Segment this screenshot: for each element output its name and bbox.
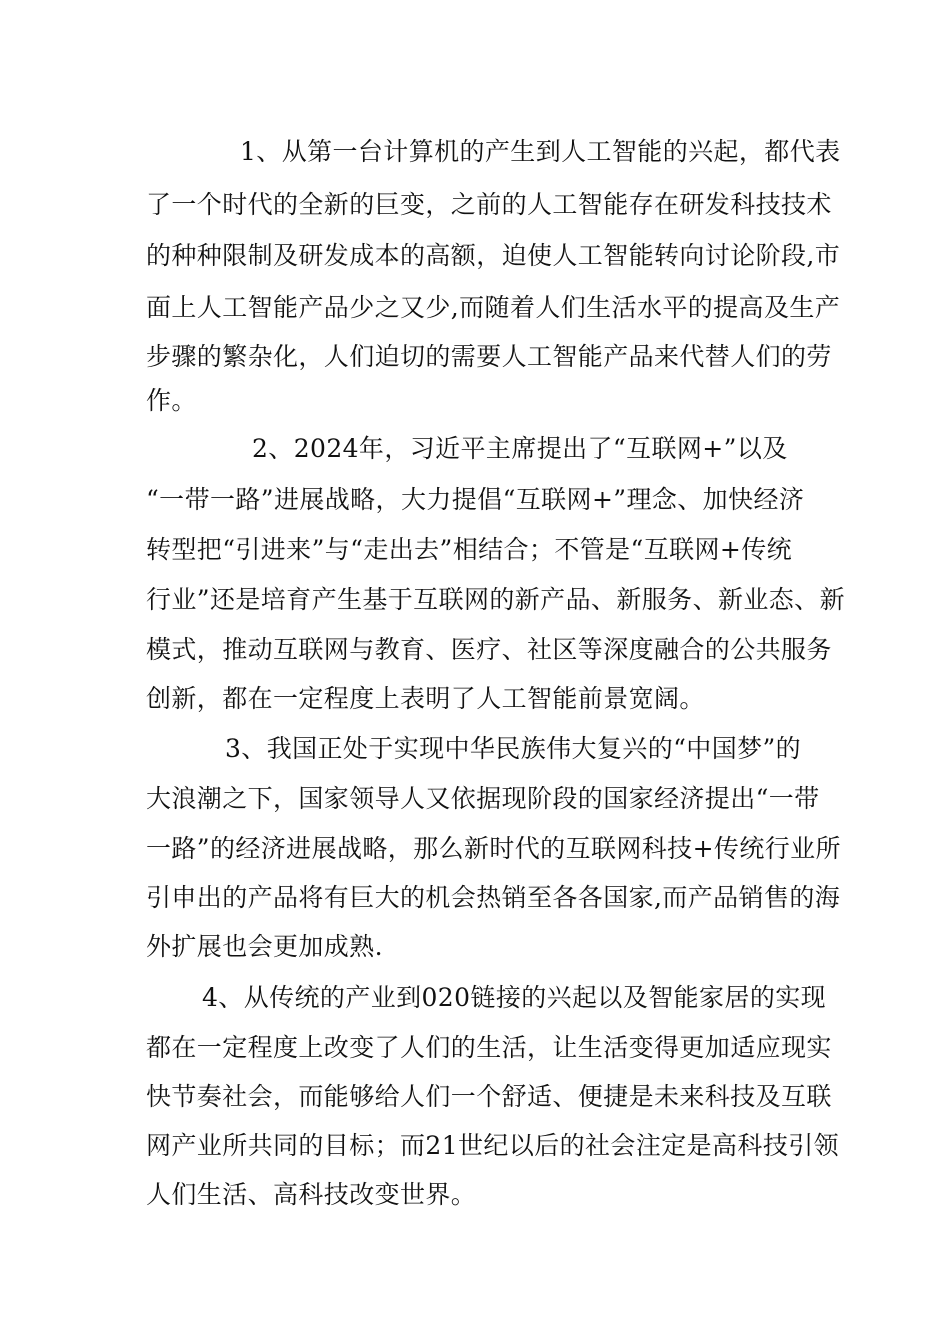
paragraph-1-line-4: 面上人工智能产品少之又少,而随着人们生活水平的提高及生产 (146, 293, 841, 322)
paragraph-3-line-5: 外扩展也会更加成熟. (146, 932, 383, 961)
paragraph-2-line-6: 创新，都在一定程度上表明了人工智能前景宽阔。 (146, 684, 705, 713)
paragraph-2-line-2: “一带一路”进展战略，大力提倡“互联网+”理念、加快经济 (146, 485, 805, 514)
paragraph-3-line-3: 一路”的经济进展战略，那么新时代的互联网科技+传统行业所 (146, 834, 841, 863)
paragraph-1-line-3: 的种种限制及研发成本的高额，迫使人工智能转向讨论阶段,市 (146, 241, 841, 270)
paragraph-1-line-1: 1、从第一台计算机的产生到人工智能的兴起，都代表 (240, 137, 841, 166)
paragraph-4-line-4: 网产业所共同的目标；而21世纪以后的社会注定是高科技引领 (146, 1131, 840, 1160)
paragraph-4-line-2: 都在一定程度上改变了人们的生活，让生活变得更加适应现实 (146, 1033, 832, 1062)
paragraph-4-line-1: 4、从传统的产业到020链接的兴起以及智能家居的实现 (202, 983, 827, 1012)
paragraph-2-line-1: 2、2024年，习近平主席提出了“互联网+”以及 (252, 434, 788, 463)
paragraph-4-line-3: 快节奏社会，而能够给人们一个舒适、便捷是未来科技及互联 (146, 1082, 832, 1111)
paragraph-1-line-2: 了一个时代的全新的巨变，之前的人工智能存在研发科技技术 (146, 190, 832, 219)
paragraph-3-line-2: 大浪潮之下，国家领导人又依据现阶段的国家经济提出“一带 (146, 784, 820, 813)
paragraph-2-line-3: 转型把“引进来”与“走出去”相结合；不管是“互联网+传统 (146, 535, 793, 564)
paragraph-3-line-1: 3、我国正处于实现中华民族伟大复兴的“中国梦”的 (225, 734, 802, 763)
paragraph-1-line-5: 步骤的繁杂化，人们迫切的需要人工智能产品来代替人们的劳 (146, 342, 832, 371)
paragraph-4-line-5: 人们生活、高科技改变世界。 (146, 1180, 477, 1209)
paragraph-2-line-4: 行业”还是培育产生基于互联网的新产品、新服务、新业态、新 (146, 585, 845, 614)
paragraph-3-line-4: 引申出的产品将有巨大的机会热销至各各国家,而产品销售的海 (146, 883, 841, 912)
paragraph-1-line-6: 作。 (146, 386, 197, 415)
paragraph-2-line-5: 模式，推动互联网与教育、医疗、社区等深度融合的公共服务 (146, 635, 832, 664)
